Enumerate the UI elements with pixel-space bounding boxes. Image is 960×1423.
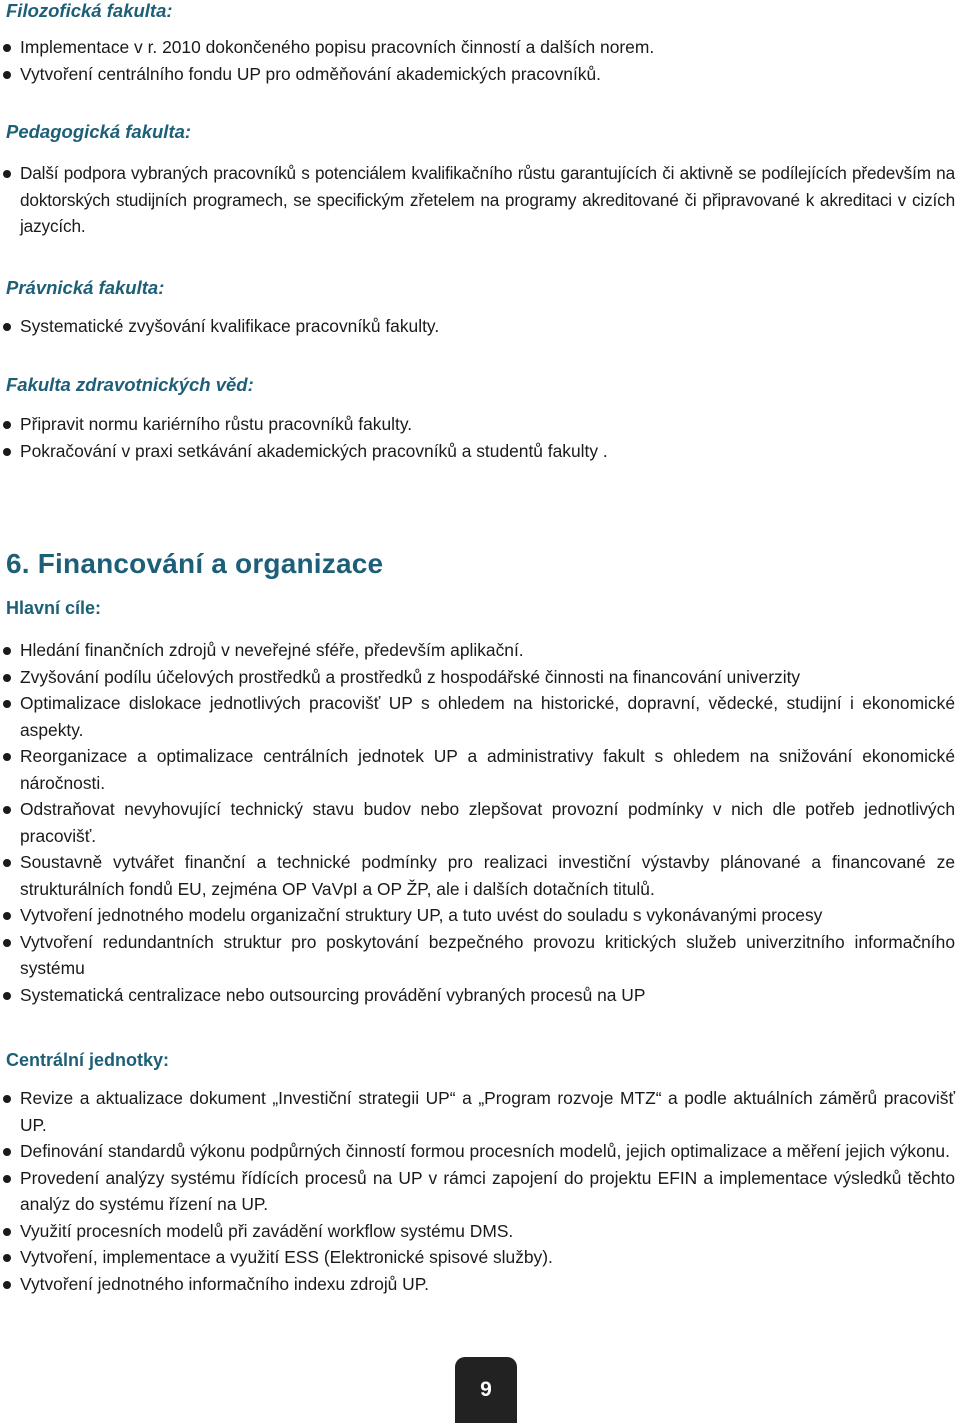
bullet-icon	[3, 859, 11, 867]
chapter-title: 6. Financování a organizace	[6, 548, 384, 579]
list-pravnicka	[0, 313, 955, 340]
bullet-icon	[3, 1228, 11, 1236]
bullet-icon	[3, 448, 11, 456]
bullet-icon	[3, 912, 11, 920]
bullet-icon	[3, 1254, 11, 1262]
bullet-icon	[3, 44, 11, 52]
bullet-icon	[3, 1095, 11, 1103]
heading-centralni-jednotky: Centrální jednotky:	[6, 1050, 170, 1070]
list-item: Definování standardů výkonu podpůrných činností formou procesních modelů, jejich optimalizace a měření jejich výkonu.	[0, 1138, 955, 1165]
list-centralni-jednotky	[0, 1085, 955, 1297]
bullet-icon	[3, 1281, 11, 1289]
list-item: Provedení analýzy systému řídících procesů na UP v rámci zapojení do projektu EFIN a implementace výsledků těchto analýz do systému řízení na UP.	[0, 1165, 955, 1218]
list-item: Reorganizace a optimalizace centrálních jednotek UP a administrativy fakult s ohledem na snižování ekonomické náročnosti.	[0, 743, 955, 796]
bullet-icon	[3, 700, 11, 708]
bullet-icon	[3, 1148, 11, 1156]
list-filozoficka	[0, 34, 955, 87]
list-hlavni-cile	[0, 637, 955, 1008]
page-number: 9	[455, 1357, 517, 1423]
list-item: Hledání finančních zdrojů v neveřejné sféře, především aplikační.	[0, 637, 955, 664]
list-item: Optimalizace dislokace jednotlivých pracovišť UP s ohledem na historické, dopravní, vědecké, studijní i ekonomické aspekty.	[0, 690, 955, 743]
list-pedagogicka	[0, 160, 955, 240]
list-item: Vytvoření, implementace a využití ESS (Elektronické spisové služby).	[0, 1244, 955, 1271]
bullet-icon	[3, 170, 11, 178]
list-item: Vytvoření centrálního fondu UP pro odměňování akademických pracovníků.	[0, 61, 955, 88]
list-item: Systematické zvyšování kvalifikace pracovníků fakulty.	[0, 313, 955, 340]
bullet-icon	[3, 939, 11, 947]
bullet-icon	[3, 753, 11, 761]
list-item: Soustavně vytvářet finanční a technické podmínky pro realizaci investiční výstavby plánované a financované ze strukturálních fondů EU, zejména OP VaVpI a OP ŽP, ale i dalších dotačních titulů.	[0, 849, 955, 902]
list-item: Využití procesních modelů při zavádění workflow systému DMS.	[0, 1218, 955, 1245]
bullet-icon	[3, 992, 11, 1000]
list-item: Vytvoření redundantních struktur pro poskytování bezpečného provozu kritických služeb univerzitního informačního systému	[0, 929, 955, 982]
heading-filozoficka-fakulta: Filozofická fakulta:	[6, 0, 173, 21]
heading-pedagogicka-fakulta: Pedagogická fakulta:	[6, 121, 192, 142]
bullet-icon	[3, 647, 11, 655]
list-zdravotnicka	[0, 411, 955, 464]
list-item: Implementace v r. 2010 dokončeného popisu pracovních činností a dalších norem.	[0, 34, 955, 61]
heading-pravnicka-fakulta: Právnická fakulta:	[6, 277, 165, 298]
list-item: Připravit normu kariérního růstu pracovníků fakulty.	[0, 411, 955, 438]
list-item: Zvyšování podílu účelových prostředků a prostředků z hospodářské činnosti na financování univerzity	[0, 664, 955, 691]
bullet-icon	[3, 71, 11, 79]
list-item: Revize a aktualizace dokument „Investiční strategii UP“ a „Program rozvoje MTZ“ a podle aktuálních záměrů pracovišť UP.	[0, 1085, 955, 1138]
heading-fakulta-zdravotnickych-ved: Fakulta zdravotnických věd:	[6, 374, 254, 395]
list-item: Vytvoření jednotného informačního indexu zdrojů UP.	[0, 1271, 955, 1298]
list-item: Systematická centralizace nebo outsourcing provádění vybraných procesů na UP	[0, 982, 955, 1009]
list-item: Vytvoření jednotného modelu organizační struktury UP, a tuto uvést do souladu s vykonávanými procesy	[0, 902, 955, 929]
bullet-icon	[3, 806, 11, 814]
bullet-icon	[3, 1175, 11, 1183]
heading-hlavni-cile: Hlavní cíle:	[6, 598, 102, 618]
bullet-icon	[3, 323, 11, 331]
list-item: Další podpora vybraných pracovníků s potenciálem kvalifikačního růstu garantujících či aktivně se podílejících především na doktorských studijních programech, se specifickým zřetelem na programy akreditované či připravované k akreditaci v cizích jazycích.	[0, 160, 955, 240]
list-item: Odstraňovat nevyhovující technický stavu budov nebo zlepšovat provozní podmínky v nich dle potřeb jednotlivých pracovišť.	[0, 796, 955, 849]
bullet-icon	[3, 674, 11, 682]
list-item: Pokračování v praxi setkávání akademických pracovníků a studentů fakulty .	[0, 438, 955, 465]
bullet-icon	[3, 421, 11, 429]
